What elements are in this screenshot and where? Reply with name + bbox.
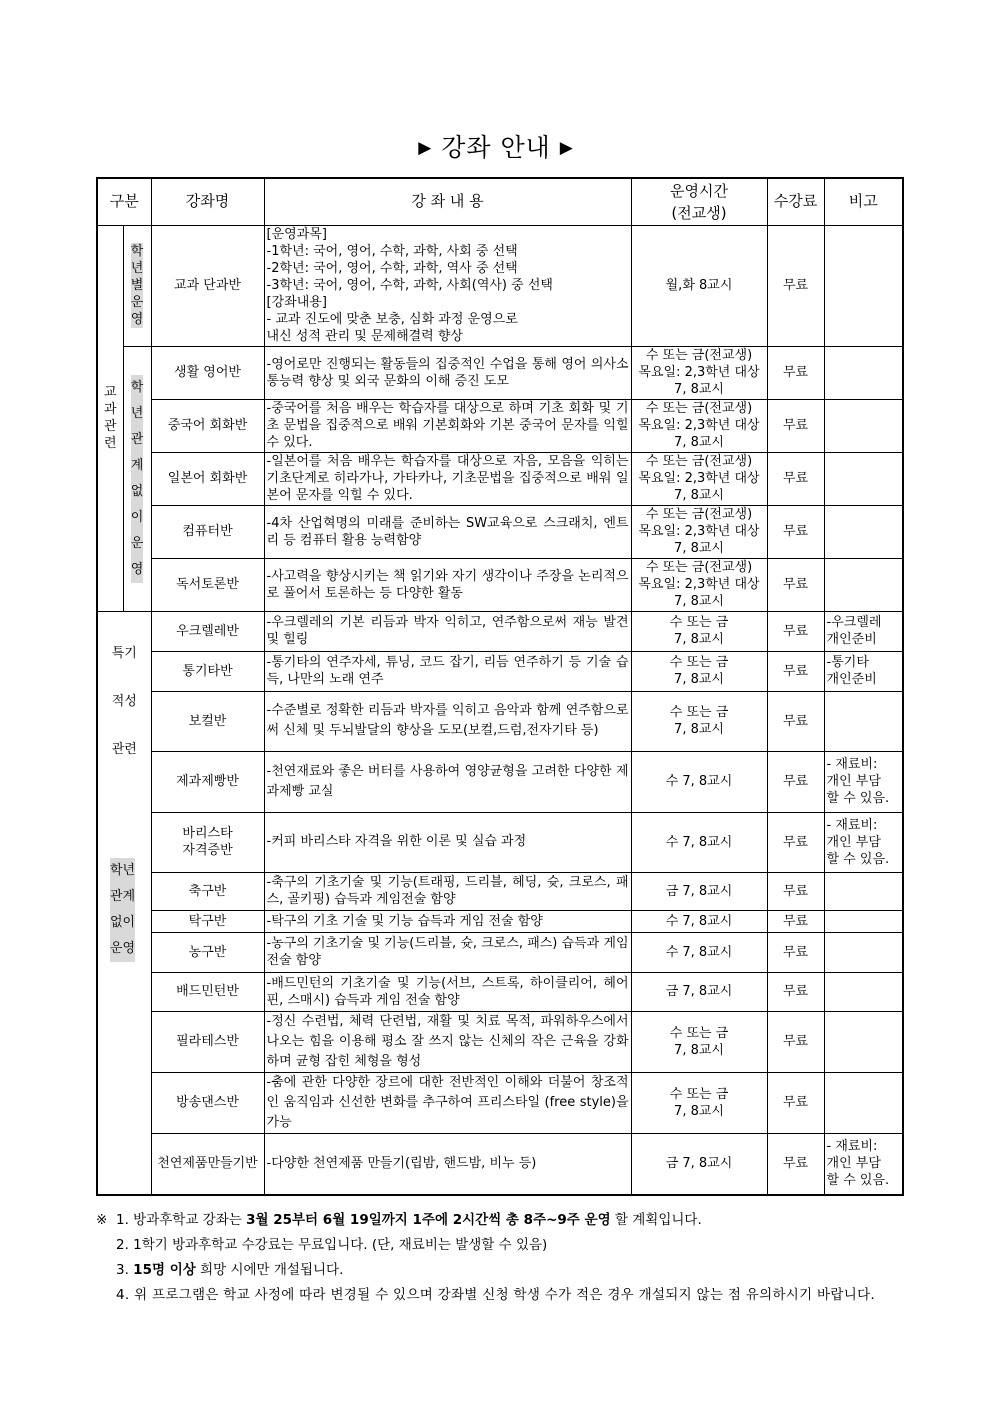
course-name: 일본어 회화반 — [151, 452, 264, 505]
course-fee: 무료 — [767, 872, 824, 910]
table-header — [97, 178, 903, 225]
course-content: -영어로만 진행되는 활동들의 집중적인 수업을 통해 영어 의사소통능력 향상 및 외국 문화의 이해 증진 도모 — [264, 346, 631, 399]
course-remark — [824, 910, 903, 932]
course-fee: 무료 — [767, 505, 824, 558]
course-remark — [824, 452, 903, 505]
course-content: -4차 산업혁명의 미래를 준비하는 SW교육으로 스크래치, 엔트리 등 컴퓨터 활용 능력함양 — [264, 505, 631, 558]
header-time-line2: (전교생) — [671, 203, 727, 222]
table-row — [97, 651, 903, 691]
course-name: 배드민턴반 — [151, 972, 264, 1011]
course-fee: 무료 — [767, 1011, 824, 1072]
course-remark: - 재료비: 개인 부담 할 수 있음. — [824, 812, 903, 872]
course-remark — [824, 691, 903, 751]
course-fee: 무료 — [767, 1133, 824, 1195]
course-time: 수 7, 8교시 — [631, 751, 767, 812]
course-name: 교과 단과반 — [151, 225, 264, 346]
course-remark: - 재료비: 개인 부담 할 수 있음. — [824, 751, 903, 812]
table-row — [97, 932, 903, 972]
course-fee: 무료 — [767, 1072, 824, 1133]
table-row — [97, 691, 903, 751]
course-name: 컴퓨터반 — [151, 505, 264, 558]
course-name: 제과제빵반 — [151, 751, 264, 812]
course-time: 수 또는 금(전교생) 목요일: 2,3학년 대상 7, 8교시 — [631, 505, 767, 558]
note-mark: ※ — [96, 1212, 108, 1228]
course-name: 천연제품만들기반 — [151, 1133, 264, 1195]
note-3-bold: 15명 이상 — [133, 1262, 196, 1278]
course-time: 수 또는 금(전교생) 목요일: 2,3학년 대상 7, 8교시 — [631, 452, 767, 505]
course-fee: 무료 — [767, 751, 824, 812]
course-name: 축구반 — [151, 872, 264, 910]
course-fee: 무료 — [767, 972, 824, 1011]
course-content: -농구의 기초기술 및 기능(드리블, 슛, 크로스, 패스) 습득과 게임전술 함양 — [264, 932, 631, 972]
notes — [96, 1208, 902, 1308]
course-fee: 무료 — [767, 651, 824, 691]
table-row — [97, 751, 903, 812]
table-row — [97, 346, 903, 399]
course-name: 생활 영어반 — [151, 346, 264, 399]
group-grade-free-label: 학년 관계 없이 운영 — [110, 858, 135, 962]
table-row — [97, 1011, 903, 1072]
course-remark — [824, 346, 903, 399]
course-name: 우크렐레반 — [151, 611, 264, 651]
subgroup-grade-free-text: 학 년 관 계 없 이 운 영 — [131, 375, 144, 583]
course-content: -우크렐레의 기본 리듬과 박자 익히고, 연주함으로써 재능 발견 및 힐링 — [264, 611, 631, 651]
note-1-bold: 3월 25부터 6월 19일까지 1주에 2시간씩 총 8주~9주 운영 — [246, 1212, 611, 1228]
note-1-tail: 할 계획입니다. — [610, 1212, 702, 1228]
course-name: 독서토론반 — [151, 558, 264, 611]
course-time: 수 또는 금(전교생) 목요일: 2,3학년 대상 7, 8교시 — [631, 346, 767, 399]
course-name: 통기타반 — [151, 651, 264, 691]
course-time: 금 7, 8교시 — [631, 972, 767, 1011]
course-name: 필라테스반 — [151, 1011, 264, 1072]
course-content: -중국어를 처음 배우는 학습자를 대상으로 하며 기초 회화 및 기초 문법을 집중적으로 배워 기본회화와 기본 중국어 문자를 익힐 수 있다. — [264, 399, 631, 452]
course-name: 방송댄스반 — [151, 1072, 264, 1133]
group-special-aptitude — [97, 611, 151, 1195]
table-row — [97, 812, 903, 872]
course-time: 금 7, 8교시 — [631, 872, 767, 910]
course-content: -정신 수련법, 체력 단련법, 재활 및 치료 목적, 파워하우스에서 나오는 힘을 이용해 평소 잘 쓰지 않는 신체의 작은 근육을 강화하며 균형 잡힌 체형을 형성 — [264, 1011, 631, 1072]
table-row — [97, 399, 903, 452]
course-fee: 무료 — [767, 558, 824, 611]
course-time: 수 또는 금 7, 8교시 — [631, 1072, 767, 1133]
course-fee: 무료 — [767, 691, 824, 751]
note-4-text: 4. 위 프로그램은 학교 사정에 따라 변경될 수 있으며 강좌별 신청 학생 수가 적은 경우 개설되지 않는 점 유의하시기 바랍니다. — [116, 1287, 876, 1303]
course-content: -사고력을 향상시키는 책 읽기와 자기 생각이나 주장을 논리적으로 풀어서 토론하는 등 다양한 활동 — [264, 558, 631, 611]
course-remark — [824, 972, 903, 1011]
table-row — [97, 910, 903, 932]
note-item — [96, 1208, 902, 1233]
course-name: 바리스타 자격증반 — [151, 812, 264, 872]
header-time — [631, 178, 767, 225]
course-time: 수 7, 8교시 — [631, 812, 767, 872]
course-time: 수 7, 8교시 — [631, 932, 767, 972]
course-time: 수 또는 금 7, 8교시 — [631, 611, 767, 651]
header-course-name: 강좌명 — [151, 178, 264, 225]
course-remark — [824, 872, 903, 910]
table-row — [97, 558, 903, 611]
course-fee: 무료 — [767, 910, 824, 932]
course-fee: 무료 — [767, 346, 824, 399]
course-fee: 무료 — [767, 611, 824, 651]
group-subject-related: 교과 관련 — [97, 225, 123, 611]
course-name: 탁구반 — [151, 910, 264, 932]
course-time: 수 또는 금 7, 8교시 — [631, 651, 767, 691]
course-remark — [824, 505, 903, 558]
table-row — [97, 225, 903, 346]
course-content: -축구의 기초기술 및 기능(트래핑, 드리블, 헤딩, 슛, 크로스, 패스, 골키핑) 습득과 게임전술 함양 — [264, 872, 631, 910]
page-title — [0, 128, 992, 164]
course-name: 보컬반 — [151, 691, 264, 751]
subgroup-by-grade — [123, 225, 151, 346]
course-content: -천연재료와 좋은 버터를 사용하여 영양균형을 고려한 다양한 제과제빵 교실 — [264, 751, 631, 812]
course-time: 수 7, 8교시 — [631, 910, 767, 932]
course-remark: -우크렐레 개인준비 — [824, 611, 903, 651]
course-content: -일본어를 처음 배우는 학습자를 대상으로 자음, 모음을 익히는 기초단계로 히라가나, 가타카나, 기초문법을 집중적으로 배워 일본어 문자를 익힐 수 있다. — [264, 452, 631, 505]
course-time: 금 7, 8교시 — [631, 1133, 767, 1195]
header-remark: 비고 — [824, 178, 903, 225]
course-content: -수준별로 정확한 리듬과 박자를 익히고 음악과 함께 연주함으로써 신체 및 두뇌발달의 향상을 도모(보컬,드럼,전자기타 등) — [264, 691, 631, 751]
course-content: [운영과목] -1학년: 국어, 영어, 수학, 과학, 사회 중 선택 -2학년: 국어, 영어, 수학, 과학, 역사 중 선택 -3학년: 국어, 영어, 수학, 과학, 사회(역사) 중 선택 [강좌내용] - 교과 진도에 맞춘 보충, 심화 과정 운영으로 내신 성적 관리 및 문제해결력 향상 — [264, 225, 631, 346]
note-1-text: 1. 방과후학교 강좌는 — [116, 1212, 247, 1228]
page-title-text: 강좌 안내 — [441, 133, 551, 162]
course-content: -배드민턴의 기초기술 및 기능(서브, 스트록, 하이클리어, 헤어핀, 스매시) 습득과 게임 전술 함양 — [264, 972, 631, 1011]
note-3-text: 3. — [116, 1262, 134, 1278]
table-row — [97, 972, 903, 1011]
group-grade-free-text — [100, 858, 149, 962]
course-name: 농구반 — [151, 932, 264, 972]
table-row — [97, 611, 903, 651]
course-content: -춤에 관한 다양한 장르에 대한 전반적인 이해와 더불어 창조적인 움직임과 신선한 변화를 추구하여 프리스타일 (free style)을 가능 — [264, 1072, 631, 1133]
table-row — [97, 872, 903, 910]
course-remark — [824, 1011, 903, 1072]
course-fee: 무료 — [767, 812, 824, 872]
course-fee: 무료 — [767, 399, 824, 452]
course-time: 수 또는 금(전교생) 목요일: 2,3학년 대상 7, 8교시 — [631, 558, 767, 611]
course-fee: 무료 — [767, 932, 824, 972]
course-remark — [824, 1072, 903, 1133]
course-time: 수 또는 금 7, 8교시 — [631, 1011, 767, 1072]
note-2-text: 2. 1학기 방과후학교 수강료는 무료입니다. (단, 재료비는 발생할 수 있음) — [116, 1237, 548, 1253]
course-time: 월,화 8교시 — [631, 225, 767, 346]
course-remark: -통기타 개인준비 — [824, 651, 903, 691]
note-item — [96, 1258, 902, 1283]
course-fee: 무료 — [767, 225, 824, 346]
header-fee: 수강료 — [767, 178, 824, 225]
course-content: -다양한 천연제품 만들기(립밤, 핸드밤, 비누 등) — [264, 1133, 631, 1195]
header-content: 강 좌 내 용 — [264, 178, 631, 225]
group-special-aptitude-text: 특기 적성 관련 — [111, 645, 137, 757]
subgroup-grade-free — [123, 346, 151, 611]
course-content: -커피 바리스타 자격을 위한 이론 및 실습 과정 — [264, 812, 631, 872]
header-category: 구분 — [97, 178, 151, 225]
course-table — [96, 177, 904, 1196]
course-time: 수 또는 금 7, 8교시 — [631, 691, 767, 751]
course-time: 수 또는 금(전교생) 목요일: 2,3학년 대상 7, 8교시 — [631, 399, 767, 452]
note-item — [96, 1283, 902, 1308]
table-row — [97, 452, 903, 505]
note-3-tail: 희망 시에만 개설됩니다. — [195, 1262, 344, 1278]
subgroup-by-grade-text: 학 년 별 운 영 — [130, 244, 144, 327]
table-row — [97, 505, 903, 558]
course-remark — [824, 225, 903, 346]
table-row — [97, 1072, 903, 1133]
course-remark — [824, 932, 903, 972]
table-row — [97, 1133, 903, 1195]
play-arrow-icon: ▶ — [418, 138, 433, 158]
header-time-line1: 운영시간 — [670, 181, 728, 200]
course-content: -통기타의 연주자세, 튜닝, 코드 잡기, 리듬 연주하기 등 기술 습득, 나만의 노래 연주 — [264, 651, 631, 691]
course-remark — [824, 399, 903, 452]
play-arrow-icon: ▶ — [559, 138, 574, 158]
note-item — [96, 1233, 902, 1258]
course-fee: 무료 — [767, 452, 824, 505]
course-content: -탁구의 기초 기술 및 기능 습득과 게임 전술 함양 — [264, 910, 631, 932]
course-remark — [824, 558, 903, 611]
course-name: 중국어 회화반 — [151, 399, 264, 452]
course-remark: - 재료비: 개인 부담 할 수 있음. — [824, 1133, 903, 1195]
